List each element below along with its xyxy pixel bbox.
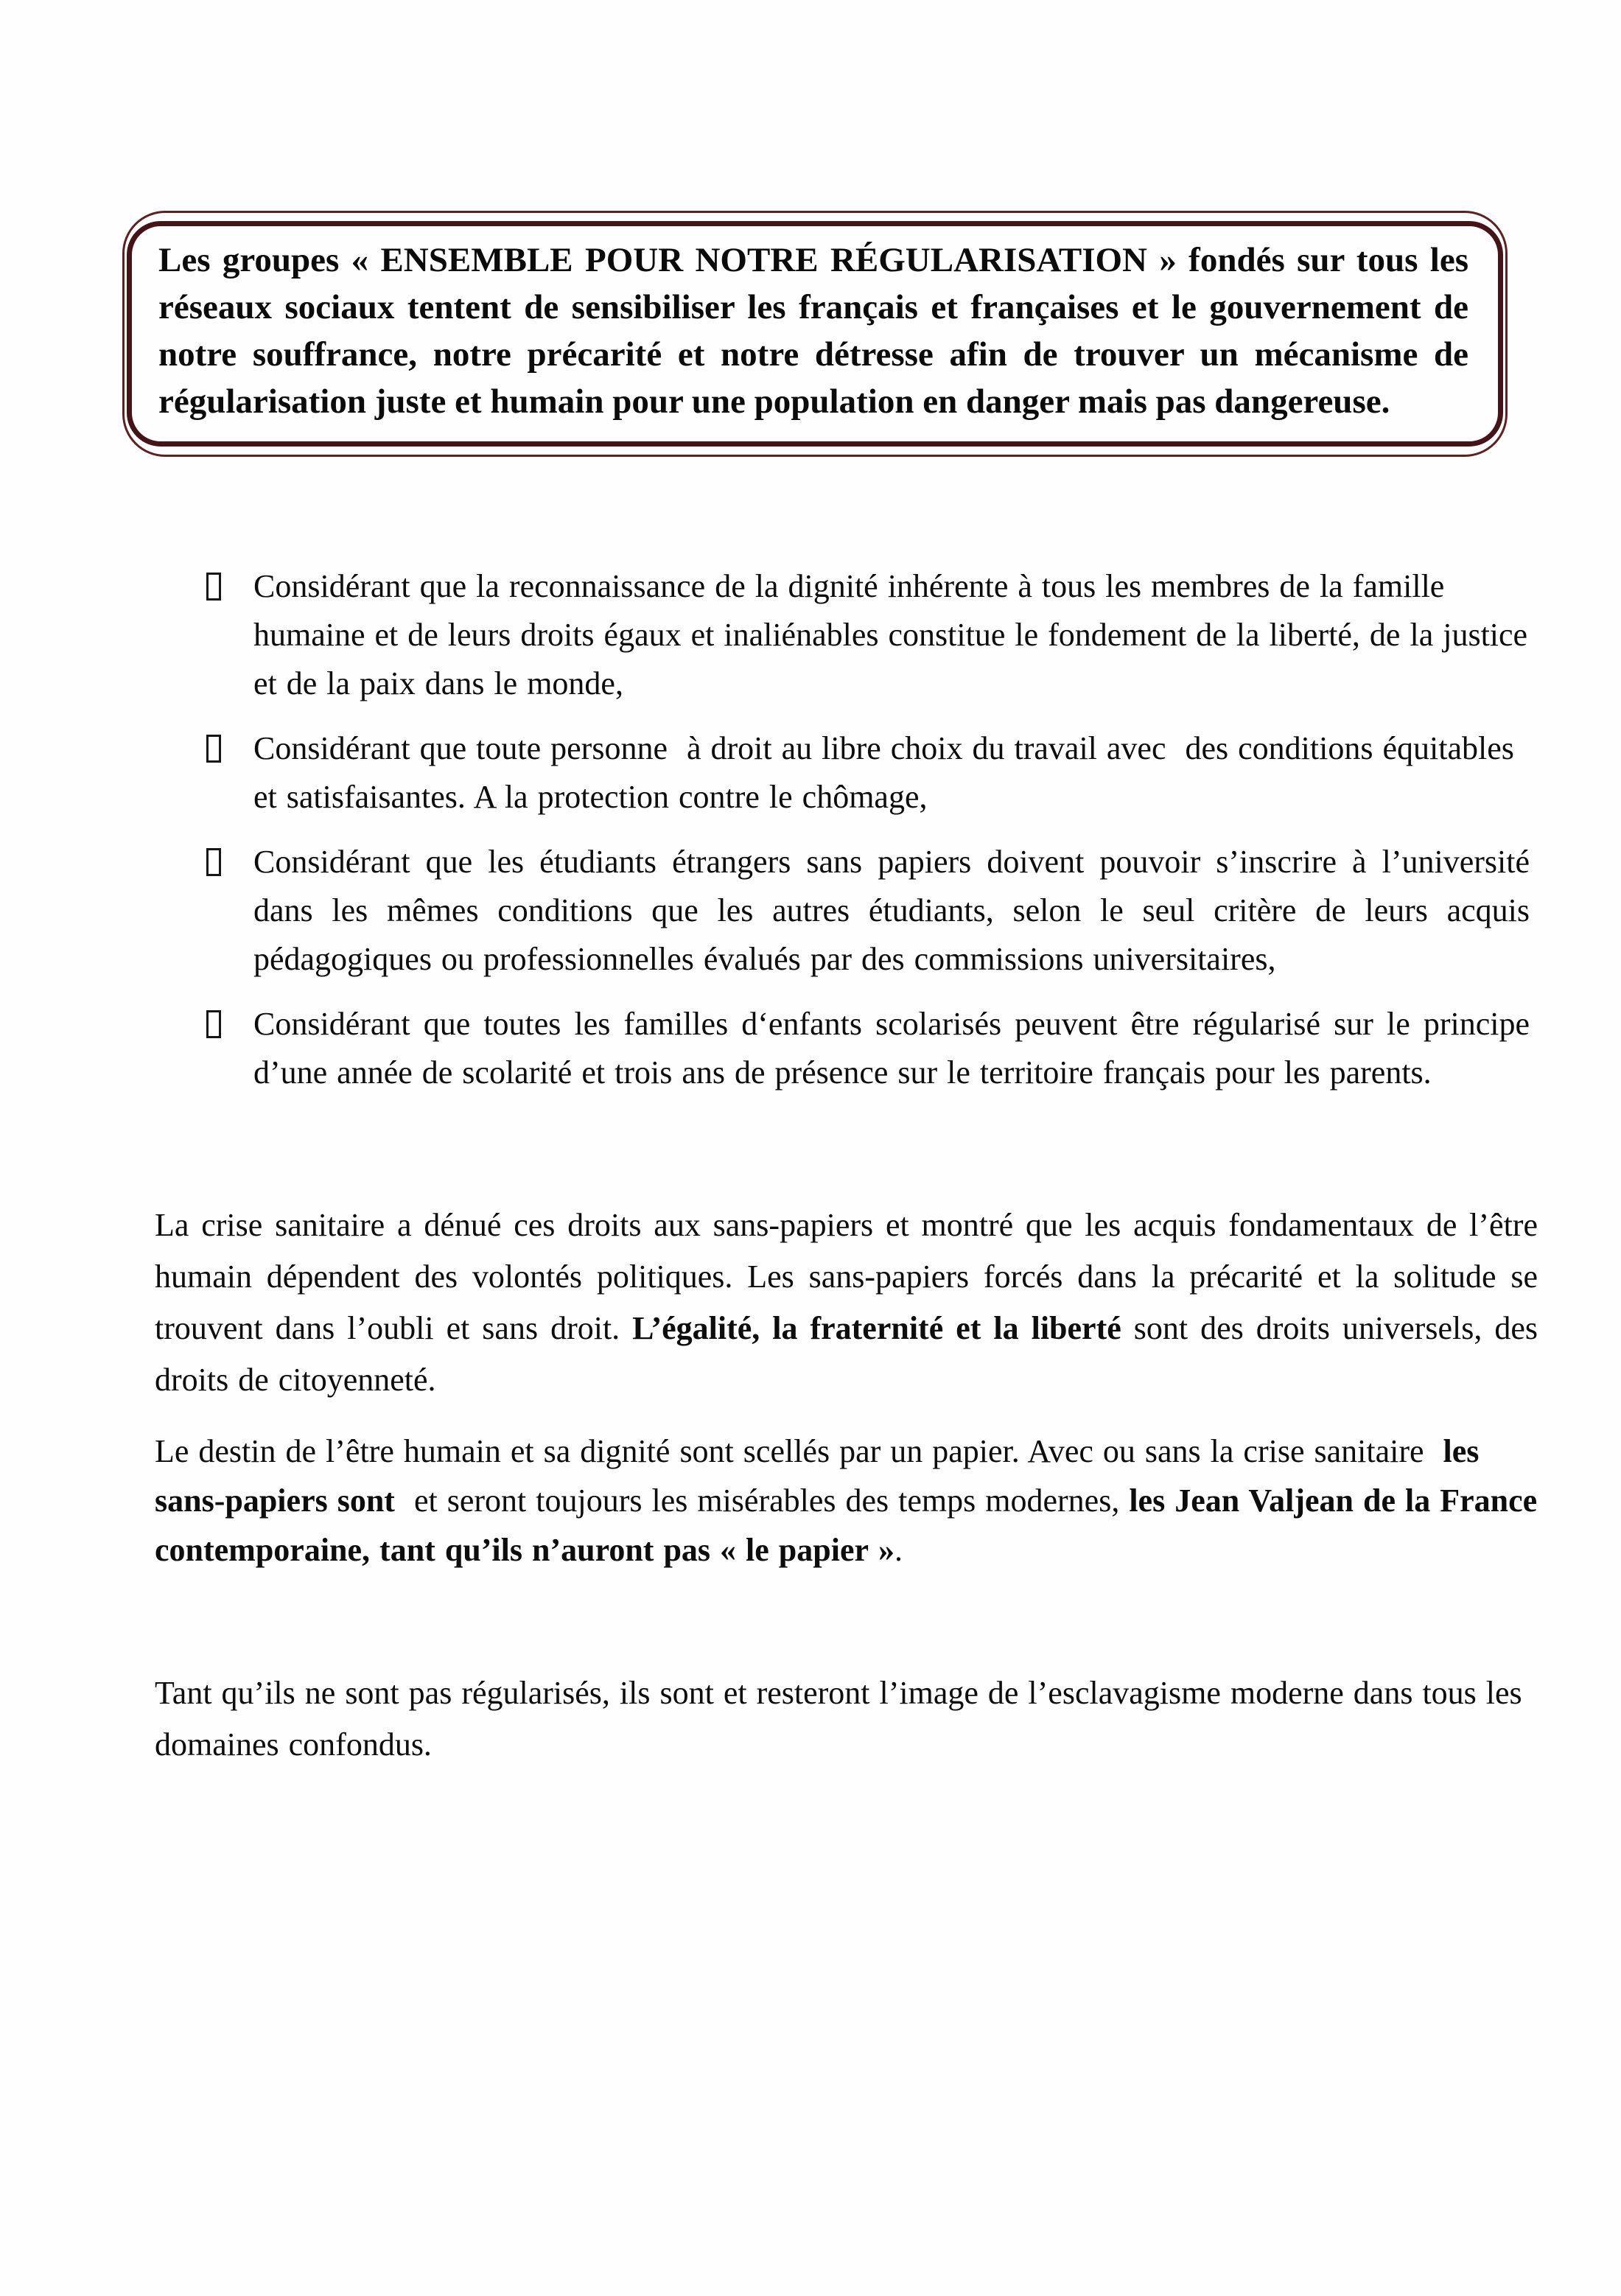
- list-item-text: Considérant que toutes les familles d‘enfants scolarisés peuvent être régularisé sur le principe d’une année de scolarité et trois ans de présence sur le territoire français pour les parents.: [253, 1006, 1530, 1091]
- paragraph-segment: sont des droits universels, des droits de citoyenneté.: [155, 1310, 1538, 1398]
- list-item-text: Considérant que les étudiants étrangers sans papiers doivent pouvoir s’inscrire à l’université dans les mêmes conditions que les autres étudiants, selon le seul critère de leurs acquis pédagogiques ou professionnelles évalués par des commissions universitaires,: [253, 844, 1530, 977]
- banner-text: Les groupes « ENSEMBLE POUR NOTRE RÉGULARISATION » fondés sur tous les réseaux sociaux tentent de sensibiliser les français et françaises et le gouvernement de notre souffrance, notre précarité et notre détresse afin de trouver un mécanisme de régularisation juste et humain pour une population en danger mais pas dangereuse.: [158, 241, 1468, 421]
- missing-glyph-bullet-icon: [206, 573, 221, 601]
- list-item: [206, 838, 1530, 984]
- paragraph-segment-bold: les sans-papiers sont: [155, 1433, 1480, 1519]
- list-item: [206, 1000, 1530, 1097]
- paragraph-segment-bold: L’égalité, la fraternité et la liberté: [632, 1310, 1121, 1346]
- missing-glyph-bullet-icon: [206, 848, 221, 876]
- paragraph: [155, 1667, 1538, 1771]
- paragraph-segment: .: [894, 1532, 903, 1568]
- missing-glyph-bullet-icon: [206, 735, 221, 763]
- paragraph-segment: La crise sanitaire a dénué ces droits aux sans-papiers et montré que les acquis fondamentaux de l’être humain dépendent des volontés politiques. Les sans-papiers forcés dans la précarité et la solitude se trouvent dans l’oubli et sans droit.: [155, 1207, 1538, 1346]
- paragraph: [155, 1427, 1538, 1575]
- paragraph-segment: et seront toujours les misérables des temps modernes,: [394, 1483, 1130, 1519]
- list-item-text: Considérant que toute personne à droit au libre choix du travail avec des conditions équitables et satisfaisantes. A la protection contre le chômage,: [253, 730, 1514, 815]
- list-item-text: Considérant que la reconnaissance de la dignité inhérente à tous les membres de la famille humaine et de leurs droits égaux et inaliénables constitue le fondement de la liberté, de la justice et de la paix dans le monde,: [253, 568, 1528, 701]
- list-item: [206, 724, 1530, 822]
- paragraph-segment: Tant qu’ils ne sont pas régularisés, ils sont et resteront l’image de l’esclavagisme moderne dans tous les domaines confondus.: [155, 1675, 1522, 1763]
- paragraph-segment: Le destin de l’être humain et sa dignité sont scellés par un papier. Avec ou sans la crise sanitaire: [155, 1433, 1443, 1469]
- list-item: [206, 562, 1530, 708]
- paragraph-segment-bold: les Jean Valjean de la France contemporaine, tant qu’ils n’auront pas « le papier »: [155, 1483, 1538, 1568]
- paragraph: [155, 1200, 1538, 1406]
- banner-box: [127, 221, 1503, 447]
- missing-glyph-bullet-icon: [206, 1010, 221, 1038]
- considerant-list: [206, 562, 1530, 1113]
